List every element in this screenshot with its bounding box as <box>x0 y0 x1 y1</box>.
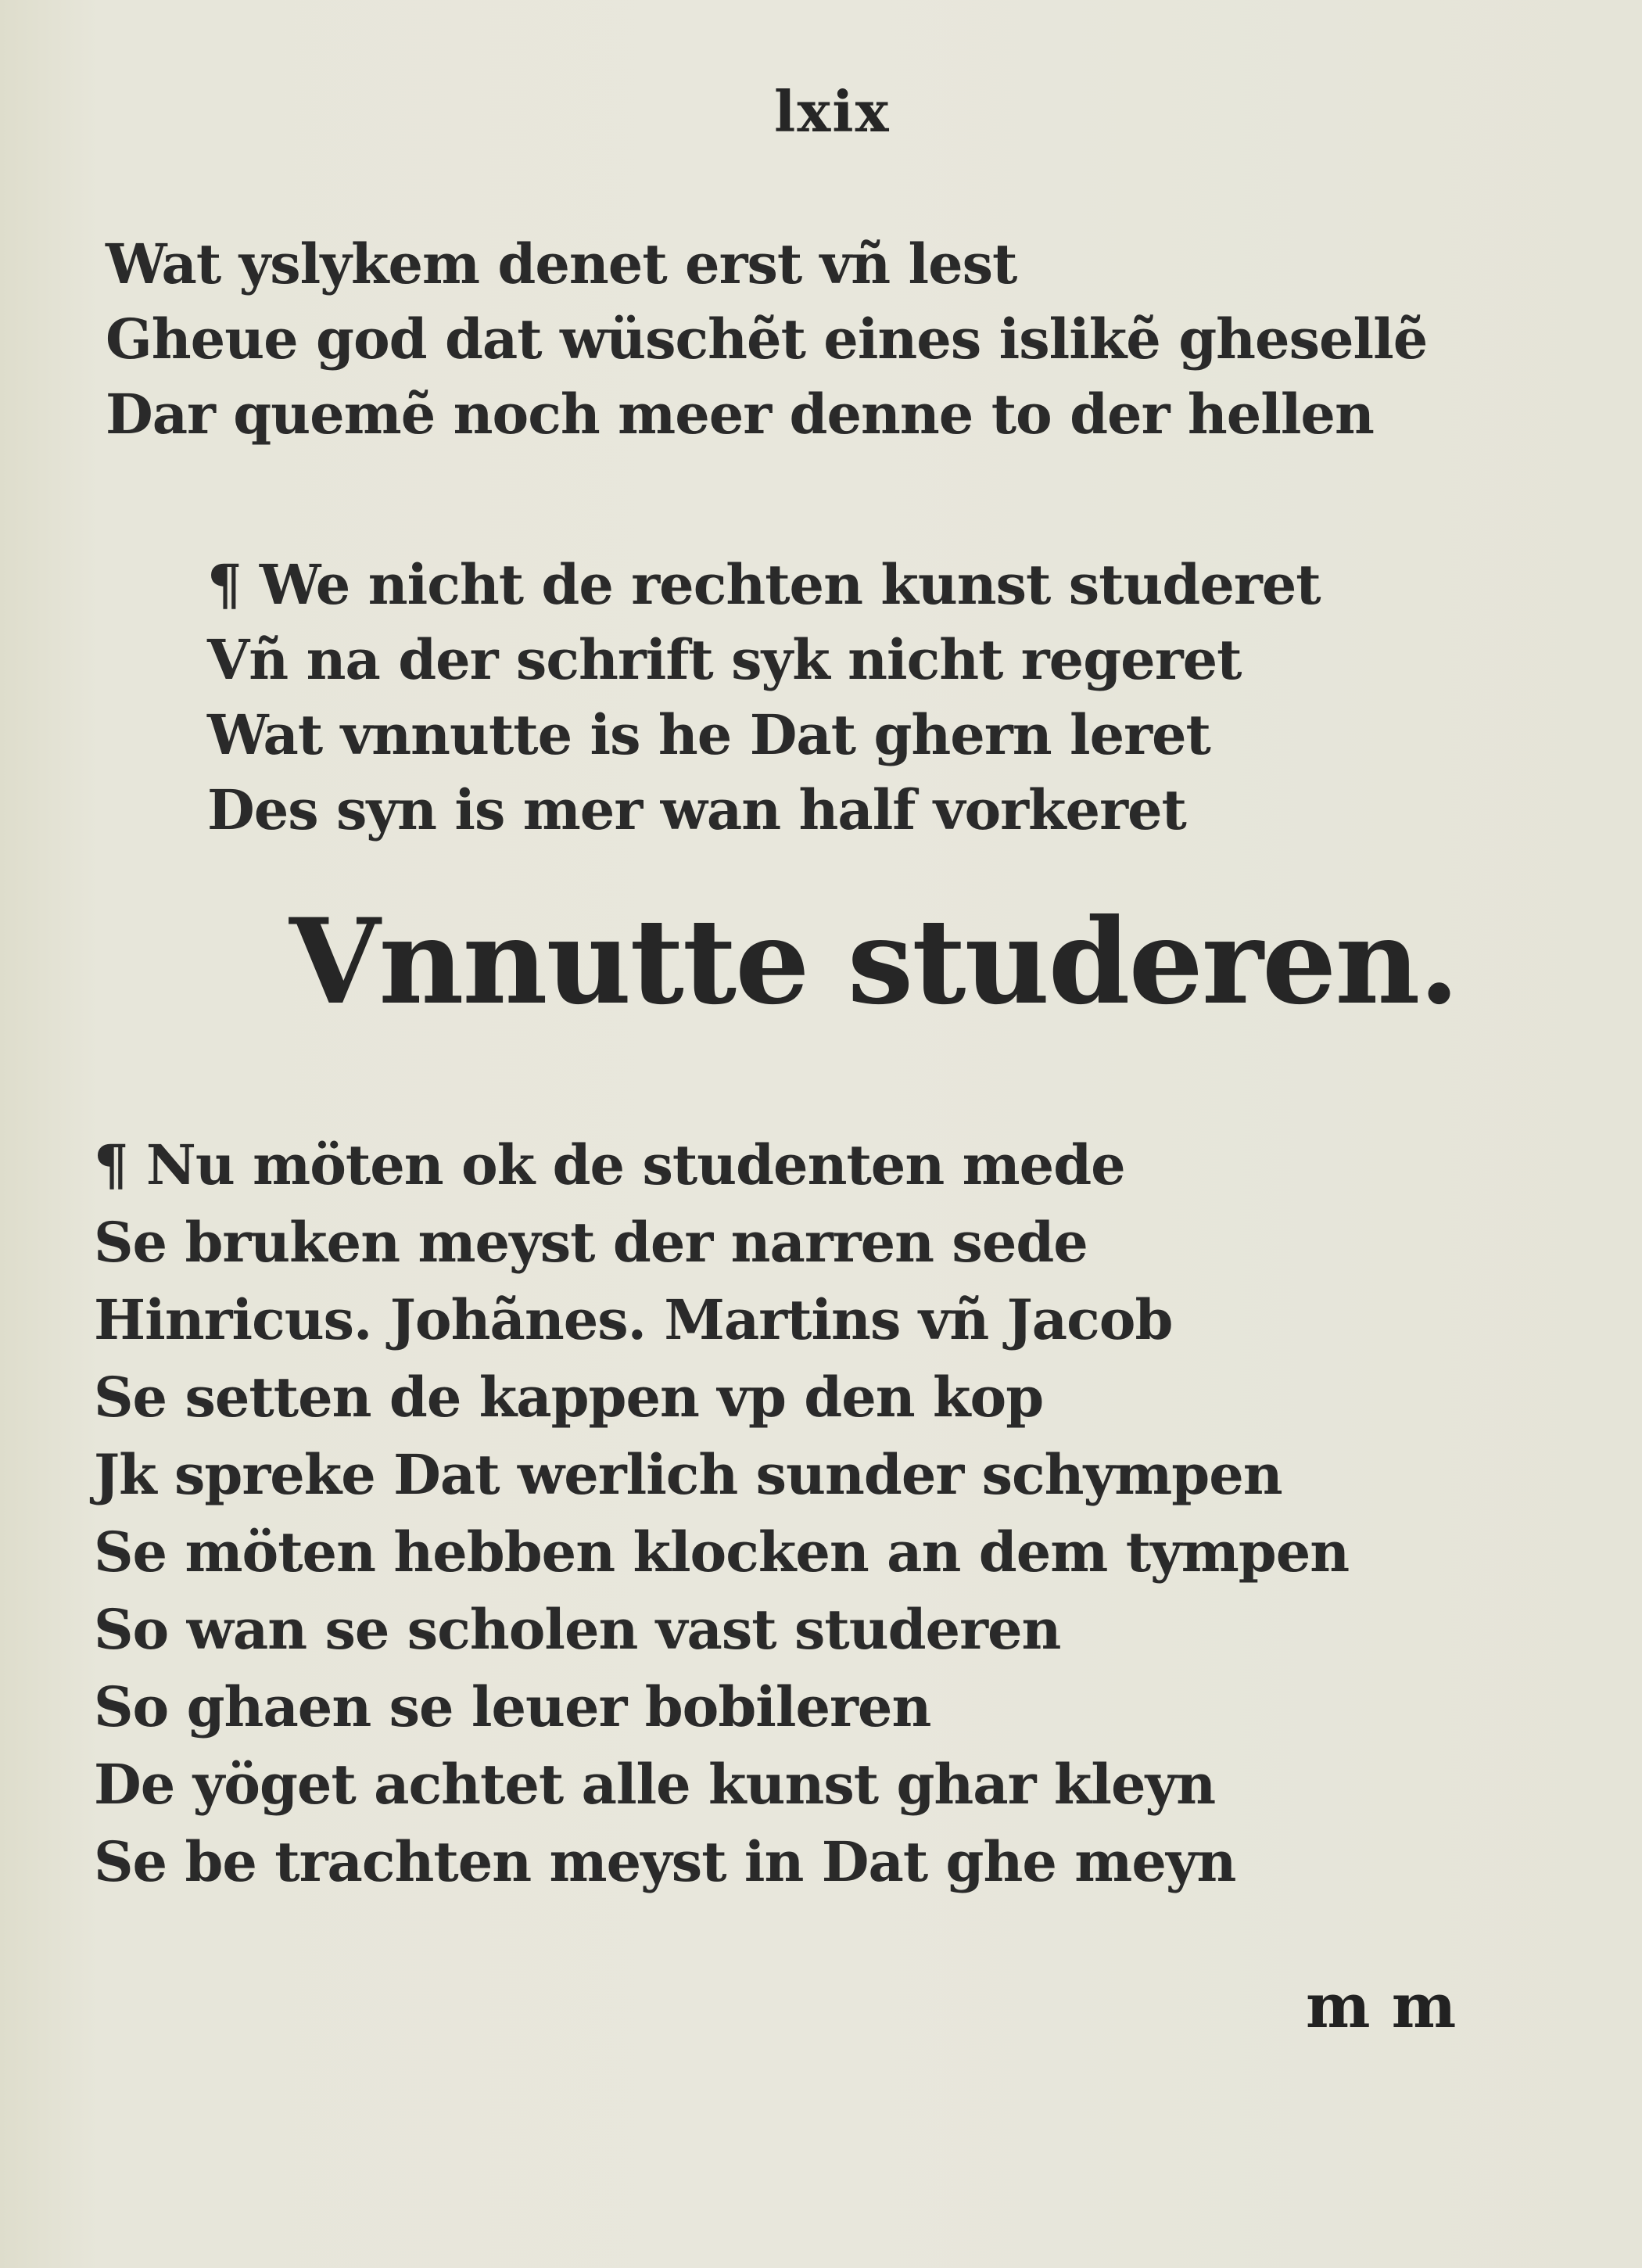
verse-line: ¶ Nu möten ok de studenten mede <box>94 1132 1125 1197</box>
stanza-2 <box>207 547 1321 848</box>
verse-line: Wat vnnutte is he Dat ghern leret <box>207 702 1210 767</box>
stanza-3 <box>94 1126 1349 1900</box>
verse-line: Des syn is mer wan half vorkeret <box>207 777 1186 842</box>
verse-line: Se möten hebben klocken an dem tympen <box>94 1520 1350 1584</box>
verse-line: ¶ We nicht de rechten kunst studeret <box>207 552 1321 617</box>
folio-number: lxix <box>774 78 891 145</box>
verse-line: Se bruken meyst der narren sede <box>94 1210 1088 1275</box>
verse-line: Dar quemẽ noch meer denne to der hellen <box>106 382 1374 447</box>
verse-line: Se setten de kappen vp den kop <box>94 1365 1044 1430</box>
verse-line: Wat yslykem denet erst vñ lest <box>106 231 1017 296</box>
verse-line: Jk spreke Dat werlich sunder schympen <box>94 1442 1282 1507</box>
verse-line: Hinricus. Johãnes. Martins vñ Jacob <box>94 1287 1173 1352</box>
signature-mark: m m <box>1306 1971 1457 2042</box>
stanza-1 <box>106 227 1427 452</box>
section-heading: Vnnutte studeren. <box>289 893 1458 1031</box>
verse-line: De yöget achtet alle kunst ghar kleyn <box>94 1752 1216 1817</box>
verse-line: Vñ na der schrift syk nicht regeret <box>207 627 1242 692</box>
verse-line: So ghaen se leuer bobileren <box>94 1674 931 1739</box>
verse-line: Se be trachten meyst in Dat ghe meyn <box>94 1829 1236 1894</box>
verse-line: Gheue god dat wüschẽt eines islikẽ ghesellẽ <box>106 307 1428 371</box>
verse-line: So wan se scholen vast studeren <box>94 1597 1061 1662</box>
